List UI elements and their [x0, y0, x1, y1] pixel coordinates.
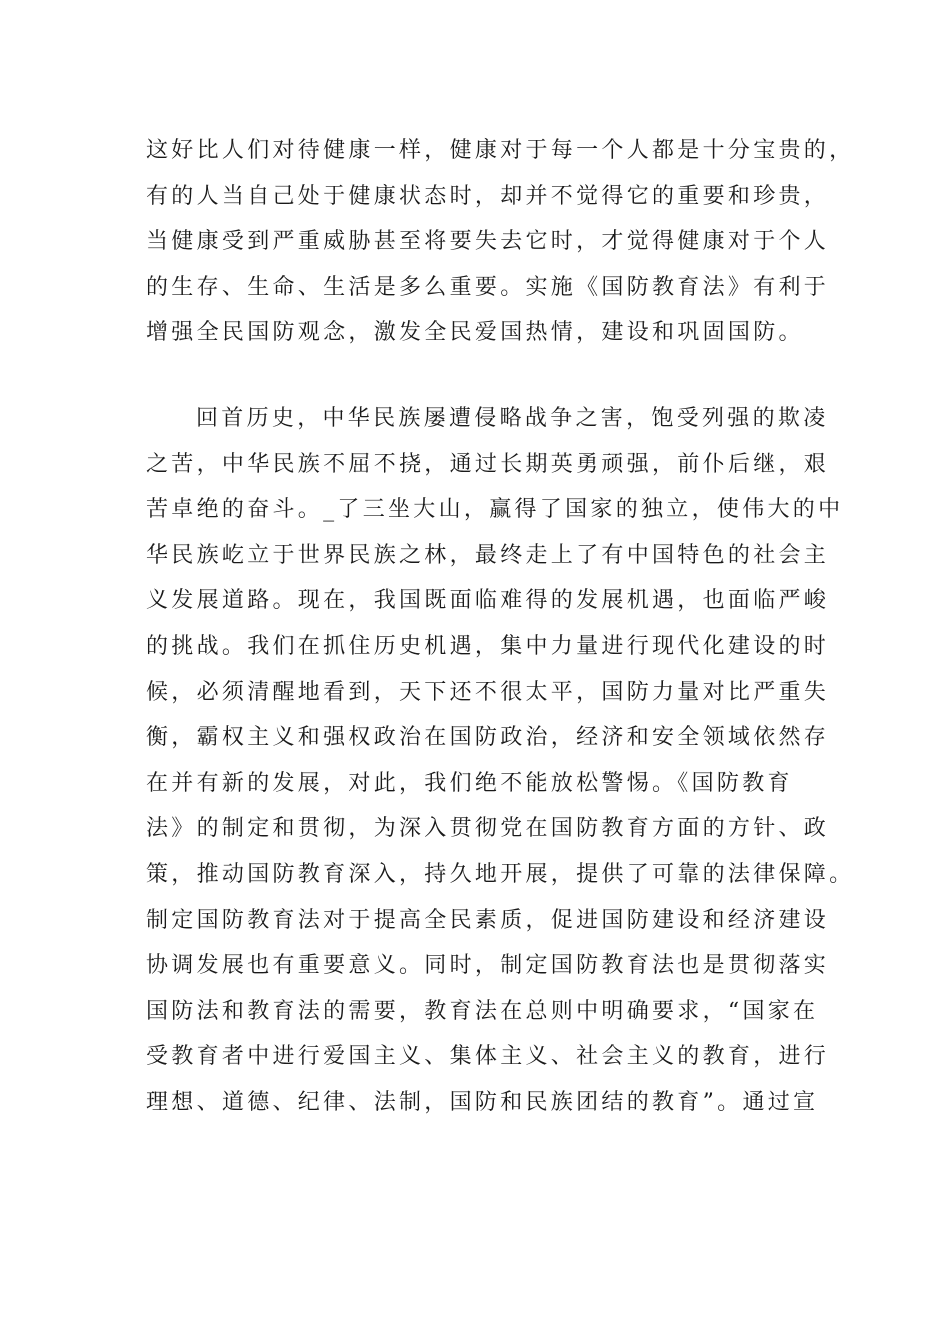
text-line: 这好比人们对待健康一样，健康对于每一个人都是十分宝贵的， — [146, 138, 855, 163]
text-line: 苦卓绝的奋斗。_了三坐大山，赢得了国家的独立，使伟大的中 — [146, 497, 844, 523]
text-line: 衡，霸权主义和强权政治在国防政治，经济和安全领域依然存 — [146, 725, 830, 751]
text-line: 策，推动国防教育深入，持久地开展，提供了可靠的法律保障。 — [146, 861, 855, 887]
text-line: 在并有新的发展，对此，我们绝不能放松警惕。《国防教育 — [146, 770, 793, 796]
text-line: 当健康受到严重威胁甚至将要失去它时，才觉得健康对于个人 — [146, 229, 830, 254]
text-line: 回首历史，中华民族屡遭侵略战争之害，饱受列强的欺凌 — [196, 406, 829, 431]
text-line: 协调发展也有重要意义。同时，制定国防教育法也是贯彻落实 — [146, 953, 830, 979]
text-line: 增强全民国防观念，激发全民爱国热情，建设和巩固国防。 — [146, 320, 804, 345]
text-line: 的挑战。我们在抓住历史机遇，集中力量进行现代化建设的时 — [146, 633, 830, 659]
text-line: 的生存、生命、生活是多么重要。实施《国防教育法》有利于 — [146, 274, 830, 300]
paragraph-1 — [146, 128, 855, 356]
text-line: 之苦，中华民族不屈不挠，通过长期英勇顽强，前仆后继，艰 — [146, 451, 830, 477]
text-line: 受教育者中进行爱国主义、集体主义、社会主义的教育，进行 — [146, 1044, 830, 1070]
text-line: 制定国防教育法对于提高全民素质，促进国防建设和经济建设 — [146, 907, 830, 933]
text-line: 华民族屹立于世界民族之林，最终走上了有中国特色的社会主 — [146, 542, 830, 568]
text-line: 候，必须清醒地看到，天下还不很太平，国防力量对比严重失 — [146, 679, 830, 705]
text-line: 国防法和教育法的需要，教育法在总则中明确要求，“国家在 — [146, 998, 819, 1024]
text-line: 法》的制定和贯彻，为深入贯彻党在国防教育方面的方针、政 — [146, 816, 830, 842]
paragraph-2 — [146, 396, 855, 1126]
text-line: 有的人当自己处于健康状态时，却并不觉得它的重要和珍贵， — [146, 183, 830, 209]
text-line: 理想、道德、纪律、法制，国防和民族团结的教育”。通过宣 — [146, 1089, 819, 1115]
text-line: 义发展道路。现在，我国既面临难得的发展机遇，也面临严峻 — [146, 588, 830, 614]
